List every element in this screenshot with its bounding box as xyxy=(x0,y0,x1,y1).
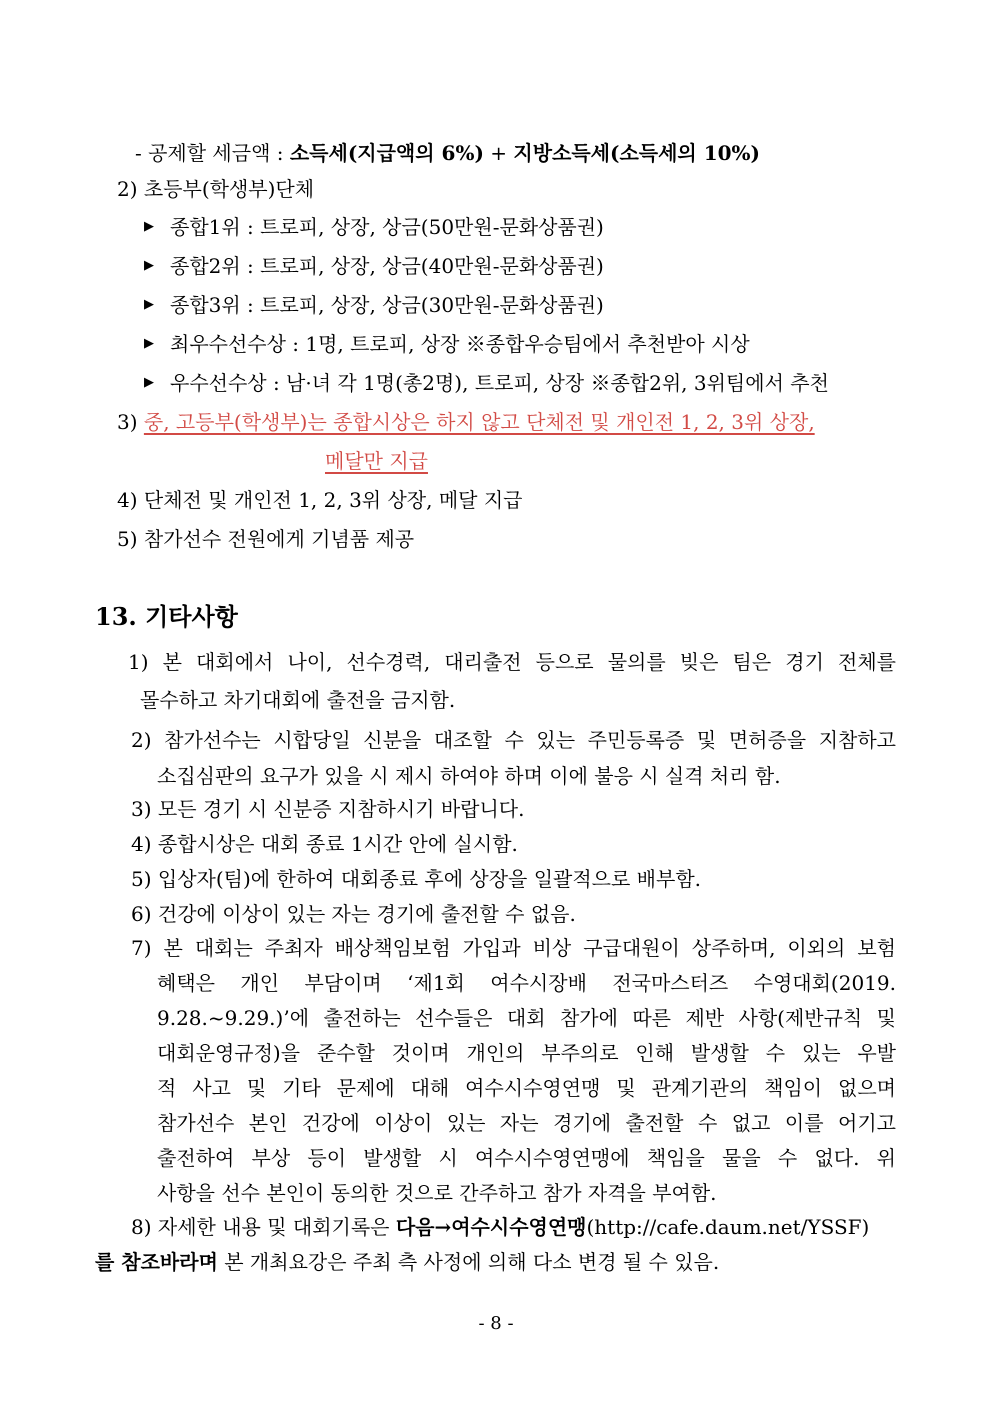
other-item-7-line6: 참가선수 본인 건강에 이상이 있는 자는 경기에 출전할 수 없고 이를 어기고 xyxy=(157,1111,896,1135)
bullet-icon: ▶ xyxy=(144,375,154,390)
award-item-number: 4) xyxy=(117,488,144,512)
other-item-7-line7: 출전하여 부상 등이 발생할 시 여수시수영연맹에 책임을 물을 수 없다. 위 xyxy=(157,1146,896,1170)
other-item-8-line2 xyxy=(95,1248,719,1276)
item-8-prefix: 8) 자세한 내용 및 대회기록은 xyxy=(131,1215,396,1239)
award-item-3 xyxy=(117,408,815,436)
other-item-2-line2: 소집심판의 요구가 있을 시 제시 하여야 하며 이에 불응 시 실격 처리 함. xyxy=(157,764,781,788)
award-item-text-highlight: 메달만 지급 xyxy=(325,449,428,473)
award-item-number: 5) xyxy=(117,527,144,551)
award-item-text-highlight: 중, 고등부(학생부)는 종합시상은 하지 않고 단체전 및 개인전 1, 2, 3위 상장, xyxy=(143,410,815,434)
other-item-7-line5: 적 사고 및 기타 문제에 대해 여수시수영연맹 및 관계기관의 책임이 없으며 xyxy=(157,1076,896,1100)
award-item-number: 2) xyxy=(117,177,144,201)
elementary-award-3: 종합3위 : 트로피, 상장, 상금(30만원-문화상품권) xyxy=(170,293,604,317)
item-8-rest-text: 본 개최요강은 주최 측 사정에 의해 다소 변경 될 수 있음. xyxy=(217,1250,720,1274)
income-tax: 소득세(지급액의 6%) xyxy=(289,141,484,165)
other-item-7-line1: 7) 본 대회는 주최자 배상책임보험 가입과 비상 구급대원이 상주하며, 이외의 보험 xyxy=(131,936,896,960)
award-item-5 xyxy=(117,525,414,553)
other-item-7-line3: 9.28.~9.29.)’에 출전하는 선수들은 대회 참가에 따른 제반 사항(제반규칙 및 xyxy=(157,1006,896,1030)
other-item-7-line4: 대회운영규정)을 준수할 것이며 개인의 부주의로 인해 발생할 수 있는 우발 xyxy=(157,1041,896,1065)
award-item-4 xyxy=(117,486,522,514)
other-item-1-line2: 몰수하고 차기대회에 출전을 금지함. xyxy=(140,688,456,712)
award-item-text: 참가선수 전원에게 기념품 제공 xyxy=(143,527,415,551)
daum-cafe-name: 다음→여수시수영연맹 xyxy=(395,1215,587,1239)
bullet-icon: ▶ xyxy=(144,297,154,312)
elementary-award-1: 종합1위 : 트로피, 상장, 상금(50만원-문화상품권) xyxy=(170,215,604,239)
award-item-3-continued xyxy=(325,447,428,475)
bullet-icon: ▶ xyxy=(144,258,154,273)
cafe-url: (http://cafe.daum.net/YSSF) xyxy=(586,1215,870,1239)
award-item-text: 단체전 및 개인전 1, 2, 3위 상장, 메달 지급 xyxy=(143,488,523,512)
other-item-1-line1: 1) 본 대회에서 나이, 선수경력, 대리출전 등으로 물의를 빚은 팀은 경기 전체를 xyxy=(128,650,896,674)
page-number: - 8 - xyxy=(478,1313,514,1334)
other-item-8-line1 xyxy=(131,1213,869,1241)
item-8-bold-text: 를 참조바라며 xyxy=(95,1250,218,1274)
award-item-text: 초등부(학생부)단체 xyxy=(143,177,315,201)
bullet-icon: ▶ xyxy=(144,219,154,234)
elementary-award-2: 종합2위 : 트로피, 상장, 상금(40만원-문화상품권) xyxy=(170,254,604,278)
elementary-award-excellent: 우수선수상 : 남·녀 각 1명(총2명), 트로피, 상장 ※종합2위, 3위팀에서 추천 xyxy=(170,371,829,395)
other-item-6: 6) 건강에 이상이 있는 자는 경기에 출전할 수 없음. xyxy=(131,902,576,926)
other-item-7-line8: 사항을 선수 본인이 동의한 것으로 간주하고 참가 자격을 부여함. xyxy=(157,1181,717,1205)
other-item-2-line1: 2) 참가선수는 시합당일 신분을 대조할 수 있는 주민등록증 및 면허증을 지참하고 xyxy=(131,728,896,752)
plus-sign: + xyxy=(483,141,514,165)
award-item-2 xyxy=(117,175,314,203)
local-income-tax: 지방소득세(소득세의 10%) xyxy=(513,141,761,165)
other-item-5: 5) 입상자(팀)에 한하여 대회종료 후에 상장을 일괄적으로 배부함. xyxy=(131,867,701,891)
bullet-icon: ▶ xyxy=(144,336,154,351)
section-heading: 13. 기타사항 xyxy=(95,602,238,631)
other-item-7-line2: 혜택은 개인 부담이며 ‘제1회 여수시장배 전국마스터즈 수영대회(2019. xyxy=(157,971,896,995)
other-item-4: 4) 종합시상은 대회 종료 1시간 안에 실시함. xyxy=(131,832,518,856)
elementary-award-mvp: 최우수선수상 : 1명, 트로피, 상장 ※종합우승팀에서 추천받아 시상 xyxy=(170,332,750,356)
other-item-3: 3) 모든 경기 시 신분증 지참하시기 바랍니다. xyxy=(131,797,525,821)
tax-prefix: - 공제할 세금액 : xyxy=(135,141,290,165)
tax-deduction-line xyxy=(135,139,760,167)
award-item-number: 3) xyxy=(117,410,144,434)
